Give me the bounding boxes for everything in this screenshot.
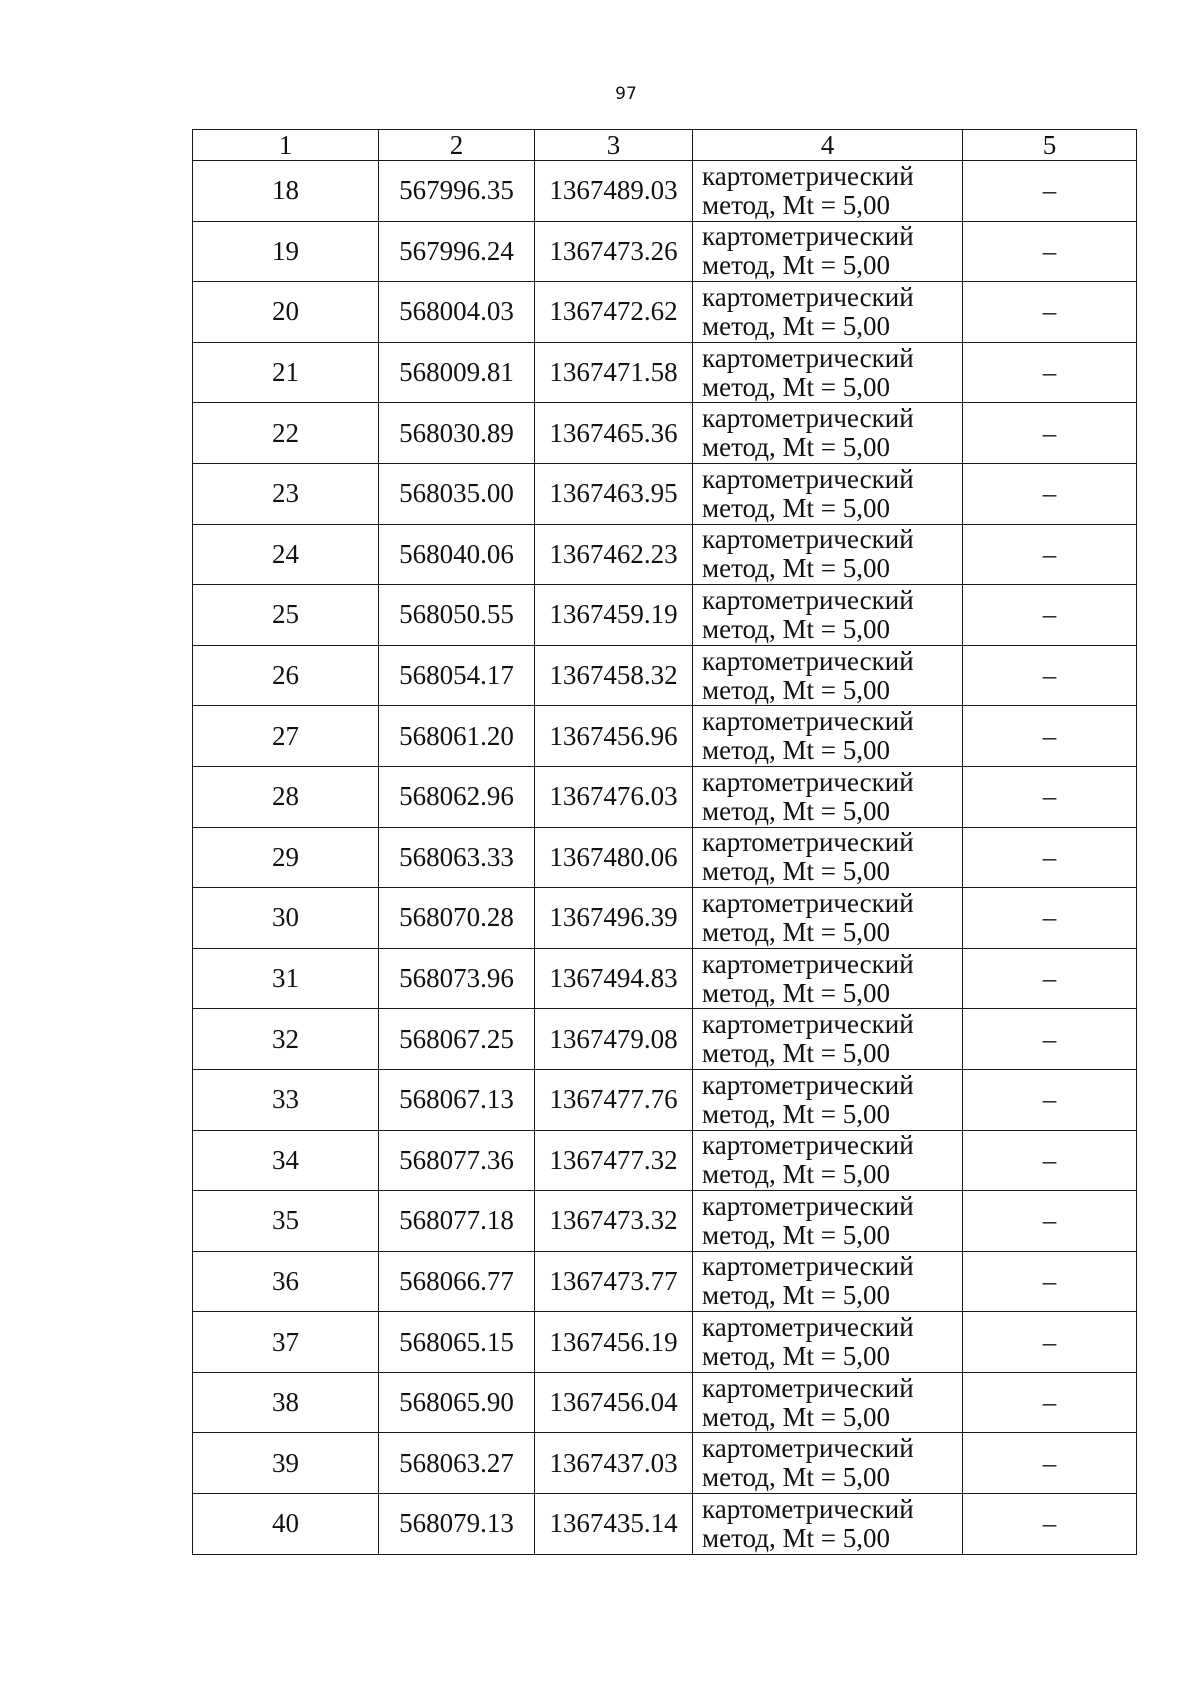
table-row	[193, 1191, 1137, 1252]
method-line-2: метод, Mt = 5,00	[702, 613, 890, 644]
method-cell	[693, 1312, 963, 1373]
x-coordinate-cell: 568063.33	[379, 827, 535, 888]
point-number-cell: 26	[193, 645, 379, 706]
y-coordinate-cell: 1367459.19	[535, 585, 693, 646]
x-coordinate-cell: 568062.96	[379, 766, 535, 827]
point-number-cell: 37	[193, 1312, 379, 1373]
y-coordinate-cell: 1367476.03	[535, 766, 693, 827]
note-cell: –	[963, 1130, 1137, 1191]
method-line-1: картометрический	[702, 1069, 914, 1100]
point-number-cell: 38	[193, 1372, 379, 1433]
method-cell	[693, 827, 963, 888]
method-line-2: метод, Mt = 5,00	[702, 1522, 890, 1553]
method-line-1: картометрический	[702, 827, 914, 858]
note-cell: –	[963, 948, 1137, 1009]
table-row	[193, 524, 1137, 585]
method-cell	[693, 1494, 963, 1555]
point-number-cell: 24	[193, 524, 379, 585]
table-row	[193, 463, 1137, 524]
point-number-cell: 22	[193, 403, 379, 464]
method-line-1: картометрический	[702, 948, 914, 979]
table-row	[193, 1251, 1137, 1312]
table-row	[193, 585, 1137, 646]
table-row	[193, 827, 1137, 888]
x-coordinate-cell: 568054.17	[379, 645, 535, 706]
method-line-2: метод, Mt = 5,00	[702, 735, 890, 766]
x-coordinate-cell: 568070.28	[379, 888, 535, 949]
point-number-cell: 30	[193, 888, 379, 949]
table-row	[193, 1069, 1137, 1130]
table-row	[193, 1130, 1137, 1191]
y-coordinate-cell: 1367462.23	[535, 524, 693, 585]
y-coordinate-cell: 1367471.58	[535, 342, 693, 403]
table-row	[193, 342, 1137, 403]
x-coordinate-cell: 568077.18	[379, 1191, 535, 1252]
method-cell	[693, 706, 963, 767]
method-line-1: картометрический	[702, 887, 914, 918]
x-coordinate-cell: 568040.06	[379, 524, 535, 585]
method-line-1: картометрический	[702, 766, 914, 797]
point-number-cell: 39	[193, 1433, 379, 1494]
method-line-2: метод, Mt = 5,00	[702, 977, 890, 1008]
method-cell	[693, 463, 963, 524]
method-line-2: метод, Mt = 5,00	[702, 1280, 890, 1311]
table-row	[193, 1372, 1137, 1433]
point-number-cell: 20	[193, 282, 379, 343]
note-cell: –	[963, 585, 1137, 646]
method-line-2: метод, Mt = 5,00	[702, 795, 890, 826]
x-coordinate-cell: 567996.35	[379, 161, 535, 222]
y-coordinate-cell: 1367480.06	[535, 827, 693, 888]
y-coordinate-cell: 1367465.36	[535, 403, 693, 464]
method-cell	[693, 948, 963, 1009]
method-line-2: метод, Mt = 5,00	[702, 189, 890, 220]
y-coordinate-cell: 1367456.04	[535, 1372, 693, 1433]
y-coordinate-cell: 1367479.08	[535, 1009, 693, 1070]
point-number-cell: 36	[193, 1251, 379, 1312]
table-row	[193, 706, 1137, 767]
method-line-2: метод, Mt = 5,00	[702, 492, 890, 523]
note-cell: –	[963, 888, 1137, 949]
method-cell	[693, 888, 963, 949]
method-line-1: картометрический	[702, 160, 914, 191]
header-row	[193, 130, 1137, 161]
method-line-1: картометрический	[702, 281, 914, 312]
note-cell: –	[963, 1251, 1137, 1312]
method-line-2: метод, Mt = 5,00	[702, 1401, 890, 1432]
method-cell	[693, 1069, 963, 1130]
y-coordinate-cell: 1367473.77	[535, 1251, 693, 1312]
x-coordinate-cell: 568065.15	[379, 1312, 535, 1373]
y-coordinate-cell: 1367463.95	[535, 463, 693, 524]
x-coordinate-cell: 568009.81	[379, 342, 535, 403]
table-row	[193, 766, 1137, 827]
table-header	[193, 130, 1137, 161]
x-coordinate-cell: 568063.27	[379, 1433, 535, 1494]
table-body	[193, 161, 1137, 1555]
x-coordinate-cell: 568066.77	[379, 1251, 535, 1312]
method-line-2: метод, Mt = 5,00	[702, 1219, 890, 1250]
page-number: 97	[615, 84, 637, 104]
table-row	[193, 221, 1137, 282]
method-line-2: метод, Mt = 5,00	[702, 553, 890, 584]
method-line-1: картометрический	[702, 645, 914, 676]
x-coordinate-cell: 568004.03	[379, 282, 535, 343]
table-row	[193, 645, 1137, 706]
y-coordinate-cell: 1367489.03	[535, 161, 693, 222]
method-line-1: картометрический	[702, 1312, 914, 1343]
note-cell: –	[963, 1494, 1137, 1555]
point-number-cell: 25	[193, 585, 379, 646]
note-cell: –	[963, 1433, 1137, 1494]
method-cell	[693, 1372, 963, 1433]
header-col-3: 3	[535, 130, 693, 161]
method-cell	[693, 403, 963, 464]
method-cell	[693, 766, 963, 827]
method-line-2: метод, Mt = 5,00	[702, 856, 890, 887]
method-cell	[693, 161, 963, 222]
note-cell: –	[963, 1069, 1137, 1130]
note-cell: –	[963, 342, 1137, 403]
table-row	[193, 1494, 1137, 1555]
table-row	[193, 1312, 1137, 1373]
note-cell: –	[963, 282, 1137, 343]
x-coordinate-cell: 568079.13	[379, 1494, 535, 1555]
note-cell: –	[963, 706, 1137, 767]
header-col-4: 4	[693, 130, 963, 161]
x-coordinate-cell: 568050.55	[379, 585, 535, 646]
method-line-2: метод, Mt = 5,00	[702, 310, 890, 341]
method-line-1: картометрический	[702, 1372, 914, 1403]
point-number-cell: 18	[193, 161, 379, 222]
method-line-1: картометрический	[702, 1493, 914, 1524]
point-number-cell: 19	[193, 221, 379, 282]
header-col-5: 5	[963, 130, 1137, 161]
header-col-2: 2	[379, 130, 535, 161]
point-number-cell: 32	[193, 1009, 379, 1070]
y-coordinate-cell: 1367494.83	[535, 948, 693, 1009]
table-row	[193, 1433, 1137, 1494]
note-cell: –	[963, 766, 1137, 827]
method-line-2: метод, Mt = 5,00	[702, 371, 890, 402]
method-line-1: картометрический	[702, 342, 914, 373]
method-line-2: метод, Mt = 5,00	[702, 916, 890, 947]
x-coordinate-cell: 568077.36	[379, 1130, 535, 1191]
method-line-1: картометрический	[702, 1251, 914, 1282]
method-line-1: картометрический	[702, 1433, 914, 1464]
method-cell	[693, 1009, 963, 1070]
x-coordinate-cell: 568035.00	[379, 463, 535, 524]
method-line-1: картометрический	[702, 706, 914, 737]
x-coordinate-cell: 568067.25	[379, 1009, 535, 1070]
method-cell	[693, 585, 963, 646]
point-number-cell: 33	[193, 1069, 379, 1130]
table-row	[193, 282, 1137, 343]
x-coordinate-cell: 568061.20	[379, 706, 535, 767]
method-line-2: метод, Mt = 5,00	[702, 250, 890, 281]
x-coordinate-cell: 568065.90	[379, 1372, 535, 1433]
x-coordinate-cell: 567996.24	[379, 221, 535, 282]
note-cell: –	[963, 463, 1137, 524]
note-cell: –	[963, 827, 1137, 888]
method-cell	[693, 1191, 963, 1252]
method-cell	[693, 1130, 963, 1191]
header-col-1: 1	[193, 130, 379, 161]
method-line-2: метод, Mt = 5,00	[702, 432, 890, 463]
note-cell: –	[963, 1191, 1137, 1252]
y-coordinate-cell: 1367473.26	[535, 221, 693, 282]
x-coordinate-cell: 568073.96	[379, 948, 535, 1009]
y-coordinate-cell: 1367435.14	[535, 1494, 693, 1555]
table-row	[193, 888, 1137, 949]
y-coordinate-cell: 1367456.96	[535, 706, 693, 767]
method-line-1: картометрический	[702, 463, 914, 494]
point-number-cell: 40	[193, 1494, 379, 1555]
method-cell	[693, 524, 963, 585]
x-coordinate-cell: 568030.89	[379, 403, 535, 464]
point-number-cell: 28	[193, 766, 379, 827]
y-coordinate-cell: 1367473.32	[535, 1191, 693, 1252]
method-line-1: картометрический	[702, 403, 914, 434]
note-cell: –	[963, 645, 1137, 706]
table-row	[193, 948, 1137, 1009]
method-cell	[693, 282, 963, 343]
method-cell	[693, 1251, 963, 1312]
point-number-cell: 27	[193, 706, 379, 767]
y-coordinate-cell: 1367437.03	[535, 1433, 693, 1494]
y-coordinate-cell: 1367456.19	[535, 1312, 693, 1373]
method-cell	[693, 221, 963, 282]
method-cell	[693, 1433, 963, 1494]
method-line-1: картометрический	[702, 1130, 914, 1161]
x-coordinate-cell: 568067.13	[379, 1069, 535, 1130]
method-line-1: картометрический	[702, 1009, 914, 1040]
method-line-1: картометрический	[702, 584, 914, 615]
y-coordinate-cell: 1367477.76	[535, 1069, 693, 1130]
method-line-2: метод, Mt = 5,00	[702, 1462, 890, 1493]
note-cell: –	[963, 1312, 1137, 1373]
point-number-cell: 31	[193, 948, 379, 1009]
note-cell: –	[963, 524, 1137, 585]
point-number-cell: 34	[193, 1130, 379, 1191]
note-cell: –	[963, 221, 1137, 282]
point-number-cell: 29	[193, 827, 379, 888]
method-line-1: картометрический	[702, 221, 914, 252]
table-row	[193, 403, 1137, 464]
method-cell	[693, 645, 963, 706]
method-line-2: метод, Mt = 5,00	[702, 1038, 890, 1069]
method-line-2: метод, Mt = 5,00	[702, 1159, 890, 1190]
y-coordinate-cell: 1367472.62	[535, 282, 693, 343]
method-line-2: метод, Mt = 5,00	[702, 674, 890, 705]
coordinates-table	[192, 129, 1137, 1555]
note-cell: –	[963, 1009, 1137, 1070]
y-coordinate-cell: 1367477.32	[535, 1130, 693, 1191]
method-line-1: картометрический	[702, 1190, 914, 1221]
point-number-cell: 35	[193, 1191, 379, 1252]
y-coordinate-cell: 1367496.39	[535, 888, 693, 949]
method-line-2: метод, Mt = 5,00	[702, 1341, 890, 1372]
table-row	[193, 161, 1137, 222]
table-row	[193, 1009, 1137, 1070]
point-number-cell: 21	[193, 342, 379, 403]
method-cell	[693, 342, 963, 403]
method-line-1: картометрический	[702, 524, 914, 555]
method-line-2: метод, Mt = 5,00	[702, 1098, 890, 1129]
note-cell: –	[963, 403, 1137, 464]
note-cell: –	[963, 161, 1137, 222]
point-number-cell: 23	[193, 463, 379, 524]
y-coordinate-cell: 1367458.32	[535, 645, 693, 706]
note-cell: –	[963, 1372, 1137, 1433]
